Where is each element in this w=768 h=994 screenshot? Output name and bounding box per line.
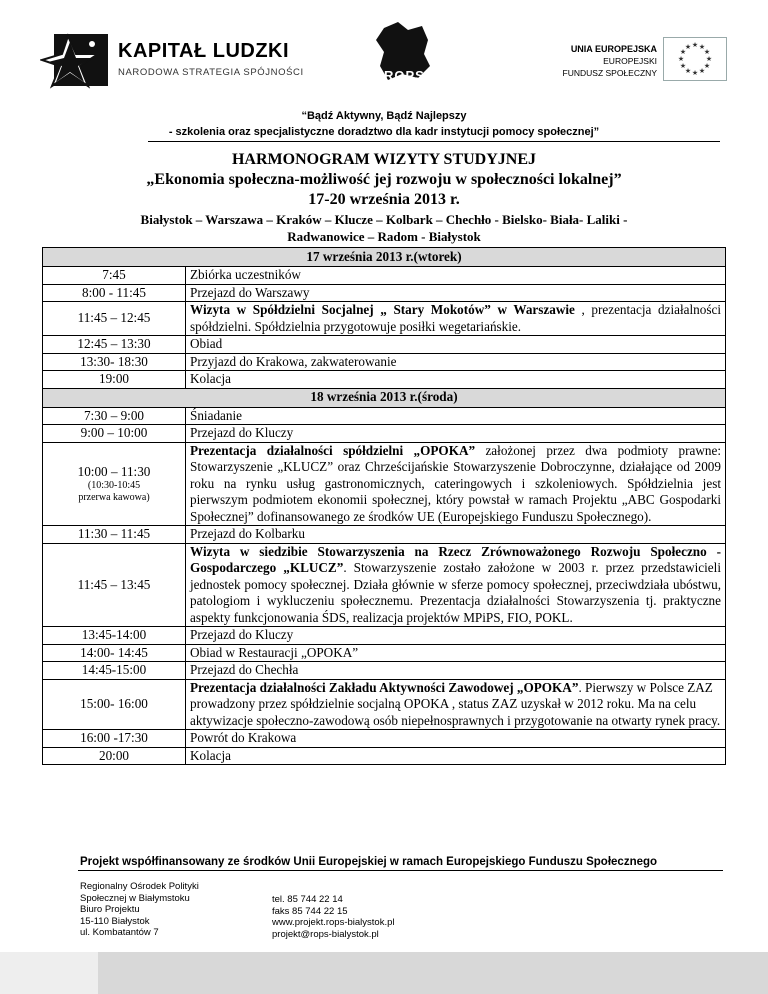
- activity-text: , prezentacja działalności spółdzielni. Spółdzielnia przygotowuje posiłki wegetariańskie.: [190, 302, 721, 334]
- footer-divider: [78, 870, 723, 871]
- eu-line-2: EUROPEJSKI: [603, 56, 657, 66]
- table-row: [43, 284, 726, 302]
- activity-cell: Obiad: [186, 336, 726, 354]
- activity-cell: [186, 442, 726, 526]
- footer-fax: faks 85 744 22 15: [272, 905, 348, 917]
- kapital-ludzki-title: KAPITAŁ LUDZKI: [118, 40, 290, 62]
- time-cell: 14:00- 14:45: [43, 644, 186, 662]
- title-line-3: 17-20 września 2013 r.: [308, 191, 460, 208]
- time-cell: 15:00- 16:00: [43, 679, 186, 730]
- activity-bold: Prezentacja działalności spółdzielni „OPOKA”: [190, 442, 476, 458]
- table-row: [43, 644, 726, 662]
- activity-bold: Wizyta w Spółdzielni Socjalnej „ Stary Mokotów” w Warszawie: [190, 302, 575, 317]
- table-row: [43, 730, 726, 748]
- break-note-1: (10:30-10:45: [87, 480, 141, 491]
- rops-label: ROPS: [384, 68, 425, 83]
- svg-text:★: ★: [698, 67, 706, 75]
- activity-cell: Przyjazd do Krakowa, zakwaterowanie: [186, 353, 726, 371]
- svg-text:★: ★: [684, 43, 692, 51]
- bottom-bar: [98, 952, 768, 994]
- eu-line-3: FUNDUSZ SPOŁECZNY: [562, 68, 657, 78]
- day-header-2: 18 września 2013 r.(środa): [43, 388, 726, 407]
- table-row: [43, 371, 726, 389]
- table-row: [43, 302, 726, 336]
- svg-text:★: ★: [705, 55, 713, 63]
- footer-address-line: Biuro Projektu: [80, 904, 140, 915]
- table-row: [43, 679, 726, 730]
- table-row: [43, 425, 726, 443]
- activity-cell: [186, 302, 726, 336]
- route: [100, 211, 668, 245]
- day-header-1: 17 września 2013 r.(wtorek): [43, 248, 726, 267]
- time-cell: 8:00 - 11:45: [43, 284, 186, 302]
- activity-cell: Przejazd do Kluczy: [186, 627, 726, 645]
- activity-cell: [186, 679, 726, 730]
- time-cell: 14:45-15:00: [43, 662, 186, 680]
- svg-text:★: ★: [698, 43, 706, 51]
- svg-text:★: ★: [703, 48, 711, 56]
- header-divider: [148, 141, 720, 142]
- activity-cell: Śniadanie: [186, 407, 726, 425]
- kapital-ludzki-subtitle: NARODOWA STRATEGIA SPÓJNOŚCI: [118, 67, 304, 78]
- activity-cell: Kolacja: [186, 371, 726, 389]
- table-row: [43, 747, 726, 765]
- svg-text:★: ★: [684, 67, 692, 75]
- document-title: [0, 150, 768, 210]
- activity-cell: [186, 543, 726, 627]
- table-row: [43, 407, 726, 425]
- activity-cell: Obiad w Restauracji „OPOKA”: [186, 644, 726, 662]
- table-row: [43, 627, 726, 645]
- table-row: [43, 662, 726, 680]
- route-line-1: Białystok – Warszawa – Kraków – Klucze – Kolbark – Chechło - Bielsko- Biała- Laliki -: [140, 212, 628, 227]
- footer-address-line: Społecznej w Białymstoku: [80, 892, 190, 904]
- time-cell: 11:45 – 13:45: [43, 543, 186, 627]
- table-row: [43, 543, 726, 627]
- time-cell: 13:45-14:00: [43, 627, 186, 645]
- activity-text: . Pierwszy w Polsce ZAZ prowadzony przez spółdzielnie socjalną OPOKA , status ZAZ uzyskał w 2012 roku. Ma na celu aktywizacje społeczno-zawodową osób niepełnosprawnych i przygotowanie na otwarty rynek pracy.: [190, 679, 721, 728]
- table-row: [43, 442, 726, 526]
- activity-cell: Przejazd do Kolbarku: [186, 526, 726, 544]
- activity-text: . Stowarzyszenie zostało założone w 2003 r. przez przedstawicieli jednostek pomocy społecznej. Działa głównie w sferze pomocy społecznej, przeciwdziała ubóstwu, patologiom i wykluczeniu społecznemu. Prezentacja działalności Stowarzyszenia tj. praktyczne aspekty funkcjonowania ŚDS, realizacja projektów MPiPS, FIO, POKL.: [190, 560, 721, 625]
- activity-cell: Powrót do Krakowa: [186, 730, 726, 748]
- svg-text:★: ★: [691, 41, 699, 49]
- eu-text-block: [545, 43, 657, 79]
- activity-cell: Przejazd do Warszawy: [186, 284, 726, 302]
- time-cell: 11:30 – 11:45: [43, 526, 186, 544]
- svg-text:★: ★: [679, 62, 687, 70]
- time-cell: [43, 442, 186, 526]
- activity-bold: Prezentacja działalności Zakładu Aktywności Zawodowej „OPOKA”: [190, 679, 579, 695]
- day-header-row: [43, 248, 726, 267]
- footer-phone: tel. 85 744 22 14: [272, 894, 343, 905]
- footer-address-line: 15-110 Białystok: [80, 915, 150, 927]
- activity-cell: Przejazd do Chechła: [186, 662, 726, 680]
- footer-contact: [272, 894, 395, 940]
- time-cell: 12:45 – 13:30: [43, 336, 186, 354]
- time-cell: 20:00: [43, 747, 186, 765]
- time-cell: 7:30 – 9:00: [43, 407, 186, 425]
- time-cell: 7:45: [43, 267, 186, 285]
- time-value: 10:00 – 11:30: [77, 463, 151, 479]
- footer-website-link[interactable]: www.projekt.rops-bialystok.pl: [272, 917, 395, 928]
- eu-flag-icon: [663, 37, 727, 81]
- svg-text:★: ★: [703, 62, 711, 70]
- activity-cell: Zbiórka uczestników: [186, 267, 726, 285]
- kapital-ludzki-logo: [40, 30, 110, 92]
- time-cell: 11:45 – 12:45: [43, 302, 186, 336]
- break-note-2: przerwa kawowa): [78, 492, 150, 503]
- activity-text: założonej przez dwa podmioty prawne: Stowarzyszenie „KLUCZ” oraz Chrześcijańskie Stowarzyszenie Dobroczynne, działające od 2009 roku na rynku usług gastronomicznych, cateringowych i szkoleniowych. Spółdzielnia jest pierwszym podmiotem ekonomii społecznej, który powstał w ramach Projektu „ABC Gospodarki Społecznej” dofinansowanego ze środków UE (Europejskiego Funduszu Społecznego).: [190, 442, 721, 524]
- day-header-row: [43, 388, 726, 407]
- svg-text:★: ★: [691, 69, 699, 77]
- table-row: [43, 267, 726, 285]
- time-cell: 19:00: [43, 371, 186, 389]
- activity-bold: Wizyta w siedzibie Stowarzyszenia na Rzecz Zrównoważonego Rozwoju Społeczno - Gospodarczego „KLUCZ”: [190, 543, 721, 575]
- table-row: [43, 336, 726, 354]
- slogan-line-1: “Bądź Aktywny, Bądź Najlepszy: [301, 110, 467, 122]
- footer-address-line: ul. Kombatantów 7: [80, 927, 159, 938]
- footer-title: Projekt współfinansowany ze środków Unii Europejskiej w ramach Europejskiego Funduszu Społecznego: [80, 856, 658, 868]
- title-line-2: „Ekonomia społeczna-możliwość jej rozwoju w społeczności lokalnej”: [146, 171, 622, 188]
- activity-cell: Kolacja: [186, 747, 726, 765]
- slogan-line-2: - szkolenia oraz specjalistyczne doradztwo dla kadr instytucji pomocy społecznej”: [168, 126, 600, 138]
- footer-address-line: Regionalny Ośrodek Polityki: [80, 881, 199, 892]
- time-cell: 9:00 – 10:00: [43, 425, 186, 443]
- route-line-2: Radwanowice – Radom - Białystok: [287, 229, 481, 244]
- table-row: [43, 526, 726, 544]
- footer-email-link[interactable]: projekt@rops-bialystok.pl: [272, 928, 379, 940]
- time-cell: 16:00 -17:30: [43, 730, 186, 748]
- title-line-1: HARMONOGRAM WIZYTY STUDYJNEJ: [231, 151, 536, 168]
- svg-text:★: ★: [679, 48, 687, 56]
- svg-text:★: ★: [677, 55, 685, 63]
- footer-address: [80, 881, 199, 939]
- eu-line-1: UNIA EUROPEJSKA: [570, 44, 657, 54]
- table-row: [43, 353, 726, 371]
- time-cell: 13:30- 18:30: [43, 353, 186, 371]
- schedule-table: [42, 247, 726, 765]
- activity-cell: Przejazd do Kluczy: [186, 425, 726, 443]
